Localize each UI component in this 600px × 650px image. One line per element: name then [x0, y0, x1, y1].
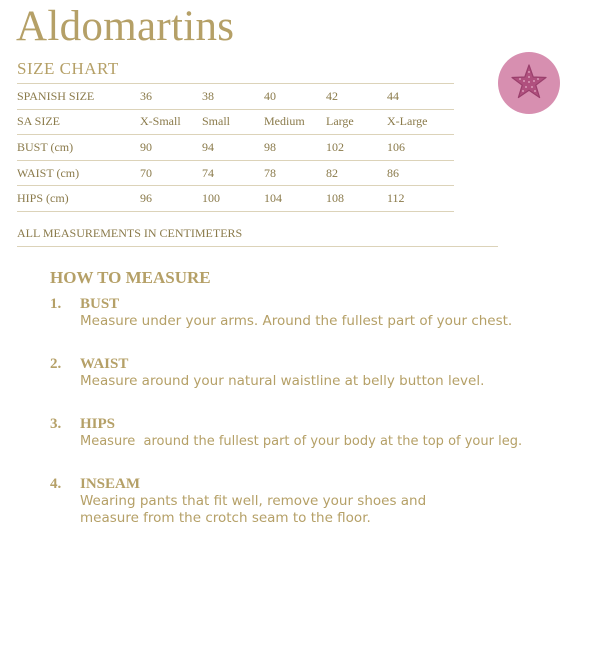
table-cell: 112 [387, 186, 454, 212]
row-label: SPANISH SIZE [17, 84, 140, 110]
table-cell: 104 [264, 186, 326, 212]
step-number: 2. [50, 356, 62, 372]
divider [17, 246, 498, 247]
step-description: Measure around the fullest part of your body at the top of your leg. [80, 434, 523, 449]
step-heading: HIPS [80, 416, 116, 432]
table-row [17, 84, 454, 110]
table-cell: 108 [326, 186, 387, 212]
step-number: 4. [50, 476, 62, 492]
table-cell: 78 [264, 160, 326, 186]
table-cell: 74 [202, 160, 264, 186]
step-description: Measure around your natural waistline at belly button level. [80, 373, 485, 389]
table-row [17, 135, 454, 161]
table-cell: 38 [202, 84, 264, 110]
step-description: Measure under your arms. Around the fullest part of your chest. [80, 313, 513, 329]
table-cell: Medium [264, 109, 326, 135]
starfish-badge [498, 52, 560, 114]
table-cell: 82 [326, 160, 387, 186]
table-cell: 96 [140, 186, 202, 212]
size-chart-table [17, 83, 454, 212]
row-label: SA SIZE [17, 109, 140, 135]
table-cell: 90 [140, 135, 202, 161]
step-number: 3. [50, 416, 62, 432]
starfish-icon [498, 52, 560, 114]
table-cell: 94 [202, 135, 264, 161]
row-label: HIPS (cm) [17, 186, 140, 212]
table-cell: 100 [202, 186, 264, 212]
measurements-note: ALL MEASUREMENTS IN CENTIMETERS [17, 226, 243, 240]
table-cell: 102 [326, 135, 387, 161]
table-cell: 36 [140, 84, 202, 110]
table-cell: 70 [140, 160, 202, 186]
step-heading: BUST [80, 296, 120, 312]
row-label: BUST (cm) [17, 135, 140, 161]
step-heading: WAIST [80, 356, 129, 372]
table-cell: Large [326, 109, 387, 135]
step-description: Wearing pants that fit well, remove your shoes and measure from the crotch seam to the floor. [80, 493, 427, 526]
brand-title: Aldomartins [16, 3, 235, 50]
table-cell: 42 [326, 84, 387, 110]
table-cell: 98 [264, 135, 326, 161]
step-number: 1. [50, 296, 62, 312]
how-to-measure-title: HOW TO MEASURE [50, 268, 211, 287]
table-cell: 44 [387, 84, 454, 110]
table-row [17, 160, 454, 186]
table-row [17, 186, 454, 212]
table-cell: Small [202, 109, 264, 135]
table-cell: 40 [264, 84, 326, 110]
table-cell: 106 [387, 135, 454, 161]
table-cell: 86 [387, 160, 454, 186]
table-cell: X-Small [140, 109, 202, 135]
size-chart-title: SIZE CHART [17, 59, 119, 78]
row-label: WAIST (cm) [17, 160, 140, 186]
step-heading: INSEAM [80, 476, 141, 492]
table-row [17, 109, 454, 135]
table-cell: X-Large [387, 109, 454, 135]
